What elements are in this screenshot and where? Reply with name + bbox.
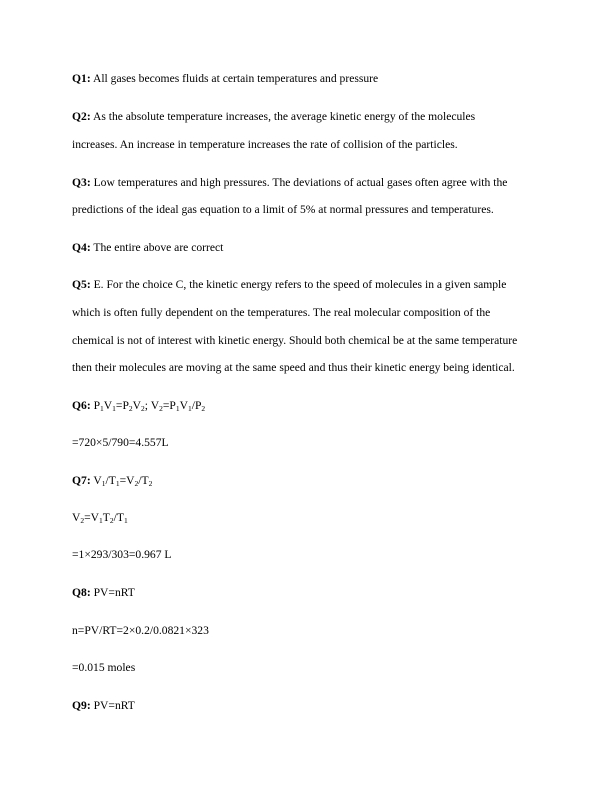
q9-line-1	[72, 699, 552, 713]
q5-label: Q5:	[72, 278, 91, 291]
formula-subscript: 1	[115, 479, 120, 488]
q6-label: Q6:	[72, 399, 91, 412]
q5-line-3: chemical is not of interest with kinetic energy. Should both chemical be at the same temperature	[72, 334, 518, 347]
formula-text: =P	[115, 399, 129, 412]
q7-line-2	[72, 511, 552, 525]
q1-text: All gases becomes fluids at certain temperatures and pressure	[90, 72, 379, 85]
q6-line-2: =720×5/790=4.557L	[72, 436, 169, 449]
q7-line-1	[72, 474, 552, 488]
q8-line-2: n=PV/RT=2×0.2/0.0821×323	[72, 624, 209, 637]
q7-label: Q7:	[72, 474, 91, 487]
q3-text-1: Low temperatures and high pressures. The deviations of actual gases often agree with the	[90, 176, 508, 189]
formula-text: V	[103, 399, 113, 412]
formula-text: T	[102, 511, 110, 524]
q7-formula-1	[93, 474, 152, 487]
q5-line-1	[72, 278, 552, 292]
q3-line-1	[72, 176, 552, 190]
q8-text-1: PV=nRT	[90, 586, 135, 599]
formula-subscript: 1	[100, 404, 104, 413]
q7-line-3: =1×293/303=0.967 L	[72, 548, 172, 561]
formula-text: P	[93, 399, 101, 412]
formula-text: /T	[105, 474, 116, 487]
formula-subscript: 1	[101, 479, 106, 488]
q2-label: Q2:	[72, 110, 91, 123]
formula-subscript: 2	[141, 404, 145, 413]
q8-line-1	[72, 586, 552, 600]
formula-subscript: 2	[134, 479, 139, 488]
q4-text: The entire above are correct	[90, 241, 224, 254]
formula-text: V	[72, 511, 81, 524]
q2-text-1: As the absolute temperature increases, the average kinetic energy of the molecules	[90, 110, 476, 123]
q6-line-1	[72, 399, 552, 413]
q2-line-2: increases. An increase in temperature increases the rate of collision of the particles.	[72, 138, 458, 151]
formula-subscript: 1	[187, 404, 192, 413]
formula-subscript: 1	[175, 404, 180, 413]
q9-label: Q9:	[72, 699, 91, 712]
q1-line-1	[72, 72, 552, 86]
q5-line-4: then their molecules are moving at the same speed and thus their kinetic energy being identical.	[72, 361, 515, 374]
q7-formula-2	[72, 511, 128, 524]
q6-formula	[94, 399, 206, 412]
q2-line-1	[72, 110, 552, 124]
formula-subscript: 1	[112, 404, 116, 413]
formula-subscript: 1	[123, 516, 128, 525]
formula-subscript: 2	[109, 516, 114, 525]
q1-label: Q1:	[72, 72, 91, 85]
formula-text: ; V	[144, 399, 160, 412]
formula-subscript: 1	[99, 516, 103, 525]
formula-subscript: 2	[201, 404, 206, 413]
formula-text: V	[93, 474, 102, 487]
formula-text: V	[132, 399, 142, 412]
q4-label: Q4:	[72, 241, 91, 254]
q5-text-1: E. For the choice C, the kinetic energy refers to the speed of molecules in a given sample	[90, 278, 507, 291]
formula-subscript: 2	[80, 516, 85, 525]
q3-label: Q3:	[72, 176, 91, 189]
q8-label: Q8:	[72, 586, 91, 599]
q3-line-2: predictions of the ideal gas equation to a limit of 5% at normal pressures and temperatures.	[72, 203, 494, 216]
formula-text: =V	[84, 511, 100, 524]
q4-line-1	[72, 241, 552, 255]
formula-subscript: 2	[159, 404, 163, 413]
formula-subscript: 2	[148, 479, 153, 488]
q9-text-1: PV=nRT	[90, 699, 135, 712]
formula-text: /T	[138, 474, 149, 487]
q8-line-3: =0.015 moles	[72, 661, 136, 674]
formula-text: /P	[191, 399, 202, 412]
formula-text: =P	[162, 399, 176, 412]
formula-subscript: 2	[128, 404, 133, 413]
formula-text: /T	[113, 511, 124, 524]
formula-text: =V	[119, 474, 135, 487]
q5-line-2: which is often fully dependent on the temperatures. The real molecular composition of the	[72, 306, 491, 319]
formula-text: V	[179, 399, 188, 412]
